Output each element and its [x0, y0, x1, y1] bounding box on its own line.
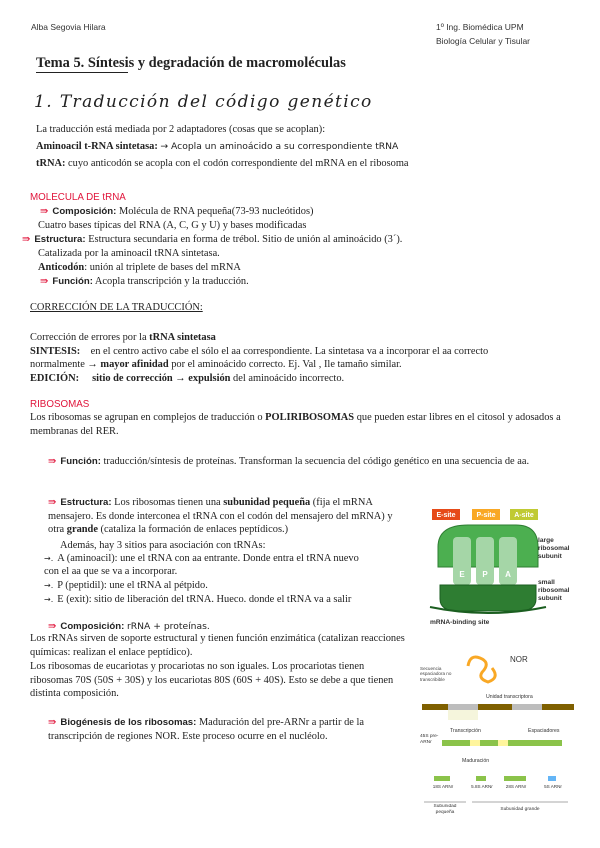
composicion-text: Molécula de RNA pequeña(73-93 nucleótidos) — [118, 206, 314, 217]
rib-estructura-label: Estructura: — [60, 497, 112, 508]
small-subunit-shape — [440, 585, 536, 611]
rib-estructura-d: (cataliza la formación de enlaces peptídicos.) — [97, 524, 289, 535]
estructura-text: Estructura secundaria en forma de trébol. Sitio de unión al aminoácido (3´). — [88, 234, 403, 245]
rib-funcion-text: traducción/síntesis de proteínas. Transforman la secuencia del código genético en una secuencia de aa. — [100, 456, 530, 467]
r28-label: 28S ARNr — [505, 784, 527, 789]
aminoacil-text: → Acopla un aminoácido a su correspondiente tRNA — [160, 141, 399, 152]
edicion-post: del aminoácido incorrecto. — [230, 373, 345, 384]
molecula-bases: Cuatro bases típicas del RNA (A, C, G y U) y bases modificadas — [38, 220, 307, 231]
afinidad-line — [30, 358, 402, 371]
arrow-small-icon: →. — [44, 581, 54, 590]
r5-bar — [548, 776, 556, 781]
trna-label: tRNA: — [36, 158, 66, 169]
section-heading: 1. Traducción del código genético — [34, 92, 373, 112]
sitio-a-line — [44, 552, 359, 565]
sitio-p-line — [44, 579, 208, 592]
arrow-icon: ⇛ — [40, 206, 49, 217]
rib-estructura-c: (fija el mRNA mensajero. Es donde interconea el tRNA con el codón del mensajero del mRNA) y otra — [48, 497, 393, 535]
a-site-label: A-site — [514, 512, 534, 519]
course-name: 1º Ing. Biomédica UPM — [436, 22, 524, 32]
rib-composicion-label: Composición: — [60, 621, 125, 632]
transcription-fan — [448, 710, 478, 720]
afinidad-post: por el aminoácido correcto. Ej. Val , Ile tamaño similar. — [168, 359, 402, 370]
sitio-p-text: P (peptidil): une el tRNA al pétpido. — [57, 580, 208, 591]
ribosome-diagram — [428, 507, 578, 641]
biogenesis-label: Biogénesis de los ribosomas: — [60, 717, 197, 728]
dna-strand — [422, 704, 574, 710]
arrow-icon: ⇛ — [48, 456, 57, 467]
rrna-paragraph: Los rRNAs sirven de soporte estructural y tienen función enzimática (catalizan reacciones químicas: realizan el enlace peptídico). — [30, 633, 405, 658]
molecula-heading: MOLECULA DE tRNA — [30, 192, 126, 203]
poliribosomas-term: POLIRIBOSOMAS — [265, 412, 355, 423]
r18-bar — [434, 776, 450, 781]
e-letter: E — [459, 570, 465, 579]
molecula-catalizada: Catalizada por la aminoacil tRNA sintetasa. — [38, 248, 220, 259]
nor-diagram — [418, 648, 580, 824]
sub-peq-label: Subunidad pequeña — [433, 804, 457, 815]
subject-name: Biología Celular y Tisular — [436, 36, 531, 46]
r58-label: 5.8S ARNr — [471, 784, 493, 789]
title-underline — [36, 72, 128, 73]
sitio-e-text: E (exit): sitio de liberación del tRNA. Hueco. donde el tRNA va a salir — [57, 594, 352, 605]
grande-term: grande — [66, 524, 98, 535]
rib-funcion-label: Función: — [60, 456, 101, 467]
estructura-label: Estructura: — [34, 234, 86, 245]
p-site-label: P-site — [476, 512, 496, 519]
r28-bar — [504, 776, 526, 781]
arrow-icon: ⇛ — [22, 234, 31, 245]
p-letter: P — [482, 570, 488, 579]
arrow-small-icon: →. — [44, 595, 54, 604]
e-site-label: E-site — [436, 512, 456, 519]
sintesis-label: SINTESIS: — [30, 346, 81, 357]
molecula-funcion — [40, 275, 249, 288]
r18-label: 18S ARNr — [432, 784, 454, 789]
page-title: Tema 5. Síntesis y degradación de macromoléculas — [36, 55, 346, 71]
correccion-bold: tRNA sintetasa — [149, 332, 216, 343]
correccion-line1 — [30, 331, 216, 344]
spacer-segment — [470, 740, 480, 746]
ribosomas-funcion — [48, 455, 573, 469]
intro-text: La traducción está mediada por 2 adaptadores (cosas que se acoplan): — [36, 124, 326, 135]
edicion-line — [30, 372, 344, 385]
anticodon-label: Anticodón — [38, 262, 85, 273]
correccion-pre: Corrección de errores por la — [30, 332, 150, 343]
molecula-estructura — [22, 233, 402, 246]
composicion-label: Composición: — [52, 206, 117, 217]
sintesis-text: en el centro activo cabe el sólo el aa correspondiente. La sintetasa va a incorporar el aa correcto — [90, 346, 489, 357]
aminoacil-label: Aminoacil t-RNA sintetasa: — [36, 141, 158, 152]
funcion-label: Función: — [52, 276, 93, 287]
author-name: Alba Segovia Hilara — [31, 22, 106, 32]
edicion-pre: sitio de corrección — [92, 373, 173, 384]
trna-text: cuyo anticodón se acopla con el codón correspondiente del mRNA en el ribosoma — [68, 158, 409, 169]
arrow-icon: ⇛ — [48, 621, 57, 632]
edicion-label: EDICIÓN: — [30, 373, 80, 384]
ribosomas-intro — [30, 411, 570, 438]
anticodon-text: : unión al triplete de bases del mRNA — [84, 262, 241, 273]
rib-estructura-a: Los ribosomas tienen una — [111, 497, 224, 508]
sitios-intro: Además, hay 3 sitios para asociación con tRNAs: — [60, 540, 266, 551]
nor-label: NOR — [510, 655, 528, 664]
large-subunit-label: large ribosomal subunit — [538, 537, 570, 560]
spacer-segment — [498, 740, 508, 746]
r5-label: 5S ARNr — [544, 784, 562, 789]
molecula-anticodon — [38, 261, 241, 274]
ribosomas-heading: RIBOSOMAS — [30, 399, 90, 410]
ribosomas-intro-a: Los ribosomas se agrupan en complejos de traducción o — [30, 412, 266, 423]
unidad-label: Unidad transcriptora — [486, 694, 533, 700]
small-subunit-label: small ribosomal subunit — [538, 579, 570, 602]
funcion-text: Acopla transcripción y la traducción. — [94, 276, 249, 287]
maduracion-label: Maduración — [462, 758, 490, 764]
eucariotas-paragraph: Los ribosomas de eucariotas y procariotas no son iguales. Los procariotas tienen ribosomas 70S (50S + 30S) y los eucariotas 80S (60S + 40S). Esto se debe a que tienen distinta composición. — [30, 661, 394, 699]
sintesis-line — [30, 345, 488, 358]
arrow-icon: ⇛ — [40, 276, 49, 287]
sitio-a-text: A (aminoacil): une el tRNA con aa entrante. Donde entra el tRNA nuevo — [57, 553, 359, 564]
biogenesis-paragraph — [48, 716, 410, 743]
sub-gr-label: Subunidad grande — [500, 807, 540, 812]
arrow-small-icon: →. — [44, 554, 54, 563]
edicion-bold: → expulsión — [172, 373, 231, 384]
r58-bar — [476, 776, 486, 781]
a-letter: A — [505, 570, 511, 579]
dna-segment — [448, 704, 478, 710]
subunidad-pequena-term: subunidad pequeña — [223, 497, 311, 508]
secuencia-label: Secuencia espaciadora no transcribible — [420, 666, 452, 682]
sitio-e-line — [44, 593, 351, 606]
pre-label: 45S pre-ARNr — [420, 734, 439, 745]
sitio-a2-line: con el aa que se va a incorporar. — [44, 566, 178, 577]
espaciadores-label: Espaciadores — [528, 728, 560, 734]
ribosomas-estructura — [48, 496, 393, 537]
afinidad-bold: → mayor afinidad — [87, 359, 169, 370]
mrna-binding-label: mRNA-binding site — [430, 619, 490, 626]
dna-segment — [512, 704, 542, 710]
aminoacil-line — [36, 140, 398, 153]
transcripcion-label: Transcripción — [450, 728, 481, 734]
arrow-icon: ⇛ — [48, 497, 57, 508]
ribosomas-intro-b: que pueden estar libres en el citosol y adosados a membranas del RER. — [30, 412, 561, 437]
molecula-composicion — [40, 205, 313, 218]
trna-line — [36, 157, 409, 170]
biogenesis-text: Maduración del pre-ARNr a partir de la transcripción de regiones NOR. Este proceso ocurre en el nucléolo. — [48, 717, 364, 742]
afinidad-pre: normalmente — [30, 359, 88, 370]
rib-composicion-text: rRNA + proteínas. — [126, 621, 210, 632]
arrow-icon: ⇛ — [48, 717, 57, 728]
correccion-heading: CORRECCIÓN DE LA TRADUCCIÓN: — [30, 302, 203, 313]
